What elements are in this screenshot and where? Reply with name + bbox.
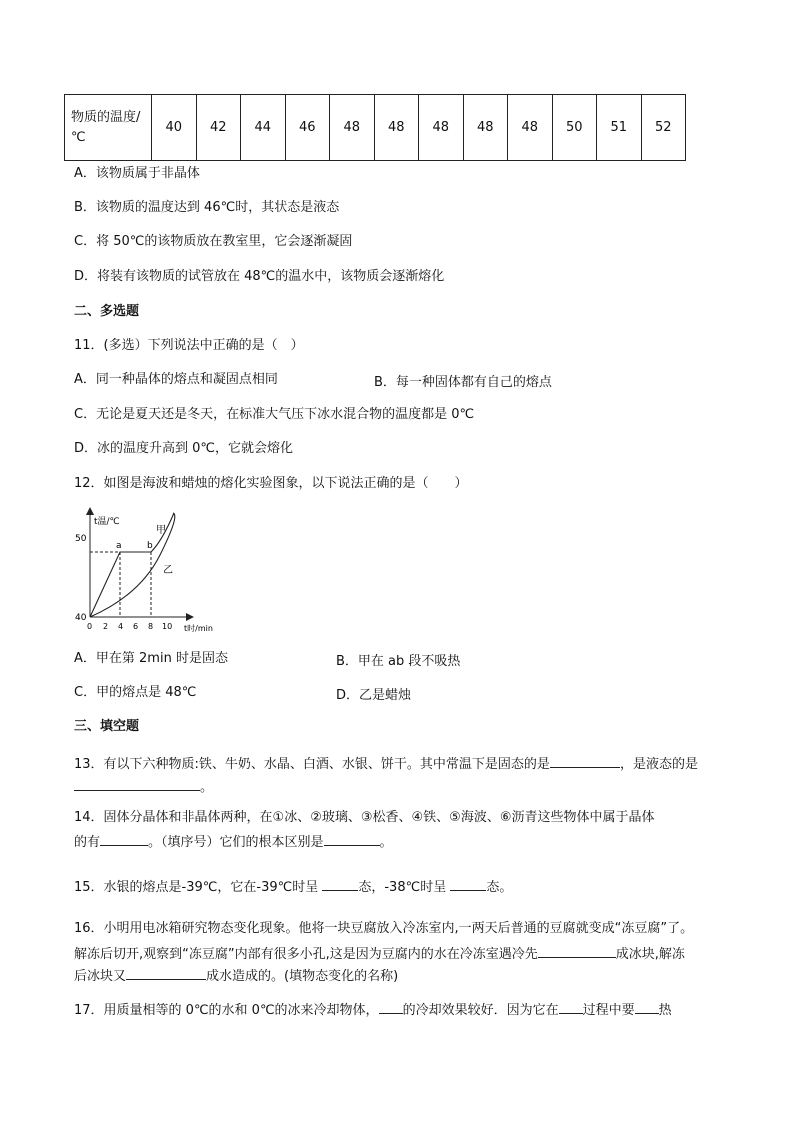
q16-text: 后冰块又 bbox=[74, 969, 127, 984]
table-cell: 48 bbox=[374, 95, 419, 161]
q13-text: 。 bbox=[200, 780, 214, 795]
q11-option-d: D．冰的温度升高到 0℃，它就会熔化 bbox=[74, 441, 294, 456]
q16-text: 解冻后切开,观察到“冻豆腐”内部有很多小孔,这是因为豆腐内的水在冷冻室遇冷先 bbox=[74, 947, 538, 962]
table-header-cell: 物质的温度/℃ bbox=[65, 95, 152, 161]
q16-line3 bbox=[74, 965, 398, 986]
answer-blank[interactable] bbox=[74, 776, 200, 791]
q15-line bbox=[74, 876, 512, 897]
x-axis-label: t时/min bbox=[184, 624, 213, 633]
q17-line bbox=[74, 999, 672, 1020]
q10-option-a: A．该物质属于非晶体 bbox=[74, 166, 200, 181]
q14-text: 的有 bbox=[74, 835, 101, 850]
q11-option-a: A．同一种晶体的熔点和凝固点相同 bbox=[74, 372, 278, 387]
answer-blank[interactable] bbox=[379, 999, 403, 1014]
q11-option-b: B．每一种固体都有自己的熔点 bbox=[374, 375, 552, 390]
q12-option-d: D．乙是蜡烛 bbox=[336, 688, 412, 703]
q13-line2 bbox=[74, 776, 213, 797]
temperature-table bbox=[64, 94, 686, 161]
q17-text: 热 bbox=[658, 1003, 672, 1018]
curve-jia-label: 甲 bbox=[156, 525, 166, 536]
table-cell: 52 bbox=[641, 95, 686, 161]
answer-blank[interactable] bbox=[100, 831, 148, 846]
x-tick-label: 6 bbox=[133, 622, 139, 631]
section-heading-fill: 三、填空题 bbox=[74, 719, 140, 734]
table-cell: 50 bbox=[552, 95, 597, 161]
q15-text: 态。 bbox=[486, 880, 513, 895]
q14-text: 。 bbox=[379, 835, 393, 850]
q10-option-b: B．该物质的温度达到 46℃时，其状态是液态 bbox=[74, 200, 340, 215]
q14-line2 bbox=[74, 831, 393, 852]
answer-blank[interactable] bbox=[635, 999, 659, 1014]
table-cell: 48 bbox=[463, 95, 508, 161]
table-cell: 48 bbox=[419, 95, 464, 161]
q11-option-c: C．无论是夏天还是冬天，在标准大气压下冰水混合物的温度都是 0℃ bbox=[74, 407, 475, 422]
q13-text: ，是液态的是 bbox=[619, 757, 698, 772]
point-a-label: a bbox=[116, 541, 122, 551]
q14-line1: 14．固体分晶体和非晶体两种，在①冰、②玻璃、③松香、④铁、⑤海波、⑥沥青这些物体中属于晶体 bbox=[74, 810, 655, 825]
table-cell: 46 bbox=[285, 95, 330, 161]
table-cell: 44 bbox=[241, 95, 286, 161]
table-cell: 48 bbox=[330, 95, 375, 161]
table-cell: 40 bbox=[152, 95, 197, 161]
table-cell: 51 bbox=[597, 95, 642, 161]
q16-text: 成冰块,解冻 bbox=[615, 947, 685, 962]
q13-line1 bbox=[74, 753, 698, 774]
x-tick-label: 2 bbox=[103, 622, 109, 631]
q16-text: 成水造成的。(填物态变化的名称) bbox=[206, 969, 399, 984]
x-tick-label: 10 bbox=[162, 622, 173, 631]
answer-blank[interactable] bbox=[324, 831, 380, 846]
q12-option-c: C．甲的熔点是 48℃ bbox=[74, 685, 197, 700]
q15-text: 15．水银的熔点是-39℃，它在-39℃时呈 bbox=[74, 880, 319, 895]
q10-option-c: C．将 50℃的该物质放在教室里，它会逐渐凝固 bbox=[74, 234, 353, 249]
q16-line2 bbox=[74, 943, 685, 964]
answer-blank[interactable] bbox=[559, 999, 583, 1014]
q16-line1: 16．小明用电冰箱研究物态变化现象。他将一块豆腐放入冷冻室内,一两天后普通的豆腐就变成“冻豆腐”了。 bbox=[74, 921, 694, 936]
answer-blank[interactable] bbox=[450, 876, 486, 891]
q14-text: 。（填序号）它们的根本区别是 bbox=[148, 835, 324, 850]
x-axis-arrow bbox=[186, 613, 194, 621]
x-tick-label: 4 bbox=[118, 622, 124, 631]
q17-text: 的冷却效果较好．因为它在 bbox=[402, 1003, 559, 1018]
answer-blank[interactable] bbox=[550, 753, 620, 768]
table-cell: 48 bbox=[508, 95, 553, 161]
y-tick-label: 40 bbox=[75, 613, 87, 623]
q13-text: 13．有以下六种物质:铁、牛奶、水晶、白酒、水银、饼干。其中常温下是固态的是 bbox=[74, 757, 550, 772]
y-axis-label: t温/℃ bbox=[94, 517, 120, 527]
point-b-label: b bbox=[147, 541, 153, 551]
y-tick-label: 50 bbox=[75, 534, 87, 544]
q12-option-a: A．甲在第 2min 时是固态 bbox=[74, 651, 228, 666]
x-tick-label: 8 bbox=[148, 622, 154, 631]
q17-text: 17．用质量相等的 0℃的水和 0℃的冰来冷却物体， bbox=[74, 1003, 379, 1018]
table-cell: 42 bbox=[196, 95, 241, 161]
q11-stem: 11．(多选）下列说法中正确的是（ ） bbox=[74, 338, 304, 353]
answer-blank[interactable] bbox=[538, 943, 616, 958]
q12-stem: 12．如图是海波和蜡烛的熔化实验图象，以下说法正确的是（ ） bbox=[74, 476, 468, 491]
q12-option-b: B．甲在 ab 段不吸热 bbox=[336, 654, 461, 669]
curve-yi-label: 乙 bbox=[163, 565, 173, 576]
answer-blank[interactable] bbox=[126, 965, 206, 980]
q10-option-d: D．将装有该物质的试管放在 48℃的温水中，该物质会逐渐熔化 bbox=[74, 269, 445, 284]
q17-text: 过程中要 bbox=[582, 1003, 635, 1018]
answer-blank[interactable] bbox=[322, 876, 358, 891]
table-row bbox=[65, 95, 686, 161]
y-axis-arrow bbox=[86, 507, 94, 515]
q15-text: 态，-38℃时呈 bbox=[358, 880, 447, 895]
section-heading-multi: 二、多选题 bbox=[74, 304, 140, 319]
x-tick-label: 0 bbox=[87, 622, 93, 631]
melting-graph bbox=[70, 505, 230, 635]
